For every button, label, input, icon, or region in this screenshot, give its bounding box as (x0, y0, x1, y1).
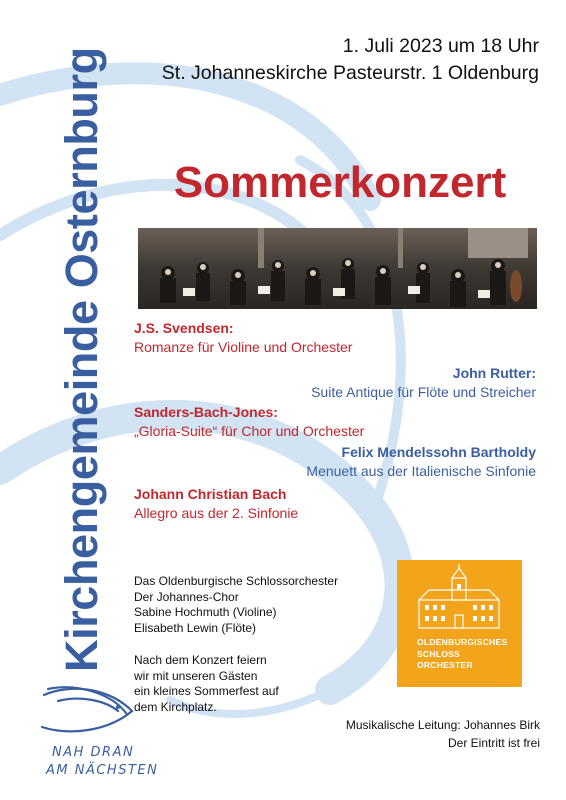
performers-list (134, 574, 338, 636)
work-title: Allegro aus der 2. Sinfonie (134, 505, 299, 521)
program-item (134, 404, 364, 439)
slogan-line: AM NÄCHSTEN (46, 763, 159, 778)
performer: Sabine Hochmuth (Violine) (134, 605, 277, 619)
performer: Elisabeth Lewin (Flöte) (134, 620, 257, 635)
orchestra-logo-text: OLDENBURGISCHES SCHLOSS ORCHESTER (417, 637, 508, 670)
program-item (306, 444, 536, 479)
work-title: Menuett aus der Italienische Sinfonie (306, 463, 536, 479)
composer-name: Sanders-Bach-Jones: (134, 404, 278, 420)
program-item (311, 365, 536, 400)
program-item (134, 320, 352, 355)
orchestra-logo (397, 560, 522, 687)
program-item (134, 486, 298, 521)
work-title: Suite Antique für Flöte und Streicher (311, 384, 536, 400)
performer: Das Oldenburgische Schlossorchester (134, 574, 339, 588)
composer-name: Felix Mendelssohn Bartholdy (341, 444, 536, 460)
composer-name: Johann Christian Bach (134, 486, 287, 502)
event-location: St. Johanneskirche Pasteurstr. 1 Oldenburg (161, 62, 539, 84)
orchestra-photo (138, 228, 537, 309)
musical-direction: Musikalische Leitung: Johannes Birk (345, 718, 540, 732)
work-title: Romanze für Violine und Orchester (134, 339, 353, 355)
castle-icon (397, 560, 522, 640)
composer-name: J.S. Svendsen: (134, 320, 234, 336)
composer-name: John Rutter: (452, 365, 536, 381)
page-title: Sommerkonzert (173, 158, 507, 207)
slogan-line: NAH DRAN (52, 745, 135, 760)
fish-icon (36, 683, 146, 743)
performer: Der Johannes-Chor (134, 589, 239, 604)
admission-note: Der Eintritt ist frei (447, 736, 540, 750)
event-date-time: 1. Juli 2023 um 18 Uhr (342, 35, 539, 57)
side-title: Kirchengemeinde Osternburg (56, 47, 107, 672)
after-concert-notice: Nach dem Konzert feiern wir mit unseren Gästen ein kleines Sommerfest auf dem Kirchplatz. (134, 653, 279, 714)
work-title: „Gloria-Suite“ für Chor und Orchester (134, 423, 365, 439)
